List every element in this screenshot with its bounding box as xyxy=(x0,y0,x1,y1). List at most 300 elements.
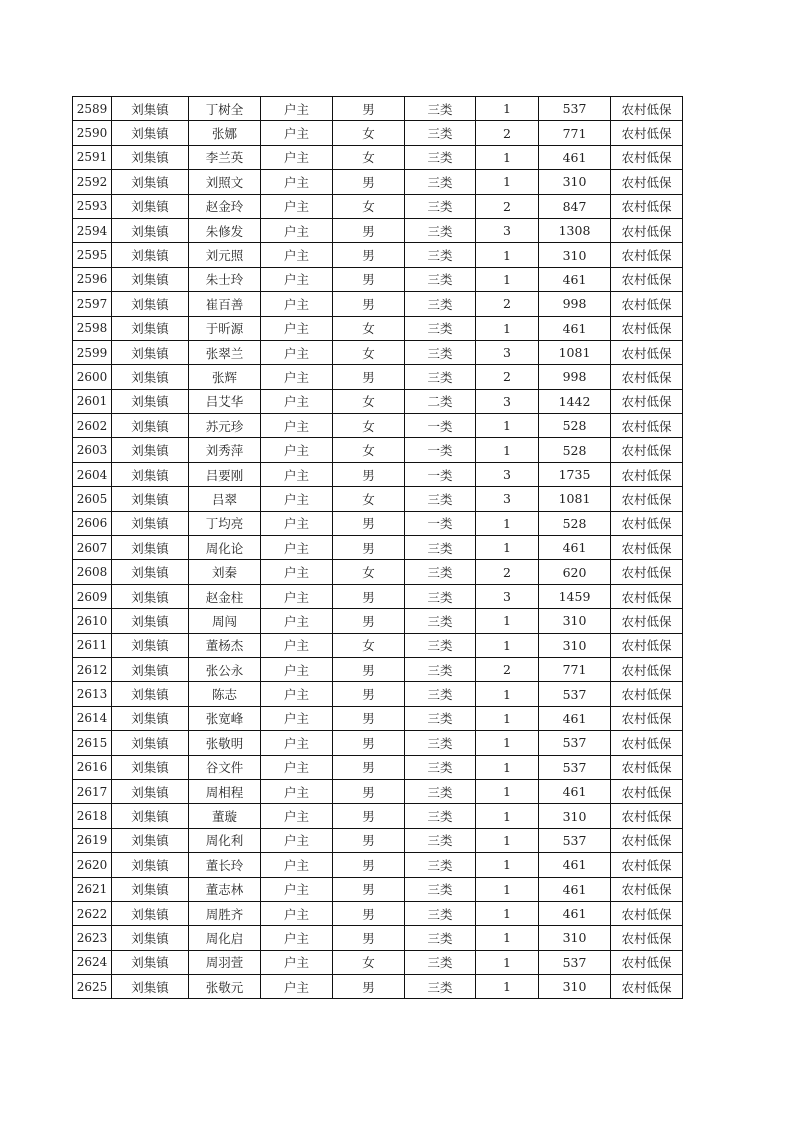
town-cell: 刘集镇 xyxy=(112,389,189,413)
sex-cell: 男 xyxy=(333,609,405,633)
members-cell: 2 xyxy=(476,121,539,145)
assistance-type-cell: 农村低保 xyxy=(611,145,683,169)
name-cell: 周化论 xyxy=(189,536,261,560)
amount-cell: 461 xyxy=(539,706,611,730)
category-cell: 二类 xyxy=(405,389,476,413)
relation-cell: 户主 xyxy=(261,755,333,779)
assistance-type-cell: 农村低保 xyxy=(611,755,683,779)
name-cell: 周相程 xyxy=(189,779,261,803)
assistance-type-cell: 农村低保 xyxy=(611,292,683,316)
assistance-type-cell: 农村低保 xyxy=(611,901,683,925)
town-cell: 刘集镇 xyxy=(112,365,189,389)
table-row xyxy=(73,121,683,145)
serial-number-cell: 2603 xyxy=(73,438,112,462)
serial-number-cell: 2608 xyxy=(73,560,112,584)
category-cell: 三类 xyxy=(405,975,476,999)
category-cell: 三类 xyxy=(405,97,476,121)
relation-cell: 户主 xyxy=(261,121,333,145)
assistance-type-cell: 农村低保 xyxy=(611,97,683,121)
serial-number-cell: 2597 xyxy=(73,292,112,316)
assistance-type-cell: 农村低保 xyxy=(611,438,683,462)
assistance-type-cell: 农村低保 xyxy=(611,340,683,364)
assistance-type-cell: 农村低保 xyxy=(611,926,683,950)
assistance-type-cell: 农村低保 xyxy=(611,511,683,535)
amount-cell: 461 xyxy=(539,145,611,169)
table-row xyxy=(73,316,683,340)
amount-cell: 1081 xyxy=(539,340,611,364)
relation-cell: 户主 xyxy=(261,145,333,169)
amount-cell: 537 xyxy=(539,755,611,779)
table-body xyxy=(73,97,683,999)
amount-cell: 461 xyxy=(539,316,611,340)
members-cell: 1 xyxy=(476,438,539,462)
assistance-type-cell: 农村低保 xyxy=(611,243,683,267)
serial-number-cell: 2622 xyxy=(73,901,112,925)
relation-cell: 户主 xyxy=(261,218,333,242)
town-cell: 刘集镇 xyxy=(112,682,189,706)
serial-number-cell: 2621 xyxy=(73,877,112,901)
name-cell: 张公永 xyxy=(189,657,261,681)
serial-number-cell: 2594 xyxy=(73,218,112,242)
sex-cell: 男 xyxy=(333,828,405,852)
relation-cell: 户主 xyxy=(261,877,333,901)
assistance-type-cell: 农村低保 xyxy=(611,731,683,755)
members-cell: 1 xyxy=(476,682,539,706)
relation-cell: 户主 xyxy=(261,292,333,316)
table-row xyxy=(73,731,683,755)
amount-cell: 310 xyxy=(539,975,611,999)
amount-cell: 310 xyxy=(539,926,611,950)
name-cell: 赵金玲 xyxy=(189,194,261,218)
amount-cell: 537 xyxy=(539,828,611,852)
town-cell: 刘集镇 xyxy=(112,121,189,145)
name-cell: 吕翠 xyxy=(189,487,261,511)
category-cell: 三类 xyxy=(405,706,476,730)
town-cell: 刘集镇 xyxy=(112,414,189,438)
table-row xyxy=(73,414,683,438)
assistance-type-cell: 农村低保 xyxy=(611,389,683,413)
relation-cell: 户主 xyxy=(261,731,333,755)
town-cell: 刘集镇 xyxy=(112,194,189,218)
name-cell: 周化利 xyxy=(189,828,261,852)
table-row xyxy=(73,901,683,925)
assistance-type-cell: 农村低保 xyxy=(611,657,683,681)
category-cell: 三类 xyxy=(405,316,476,340)
table-row xyxy=(73,706,683,730)
amount-cell: 998 xyxy=(539,292,611,316)
name-cell: 谷文件 xyxy=(189,755,261,779)
amount-cell: 537 xyxy=(539,97,611,121)
assistance-type-cell: 农村低保 xyxy=(611,316,683,340)
amount-cell: 1081 xyxy=(539,487,611,511)
table-row xyxy=(73,145,683,169)
sex-cell: 男 xyxy=(333,170,405,194)
name-cell: 刘照文 xyxy=(189,170,261,194)
town-cell: 刘集镇 xyxy=(112,97,189,121)
amount-cell: 1459 xyxy=(539,584,611,608)
relation-cell: 户主 xyxy=(261,706,333,730)
serial-number-cell: 2606 xyxy=(73,511,112,535)
amount-cell: 537 xyxy=(539,950,611,974)
category-cell: 三类 xyxy=(405,804,476,828)
table-row xyxy=(73,340,683,364)
name-cell: 张敬明 xyxy=(189,731,261,755)
town-cell: 刘集镇 xyxy=(112,145,189,169)
relation-cell: 户主 xyxy=(261,365,333,389)
name-cell: 董杨杰 xyxy=(189,633,261,657)
members-cell: 3 xyxy=(476,218,539,242)
sex-cell: 男 xyxy=(333,243,405,267)
serial-number-cell: 2600 xyxy=(73,365,112,389)
sex-cell: 男 xyxy=(333,365,405,389)
assistance-type-cell: 农村低保 xyxy=(611,170,683,194)
relation-cell: 户主 xyxy=(261,243,333,267)
members-cell: 2 xyxy=(476,194,539,218)
members-cell: 1 xyxy=(476,926,539,950)
amount-cell: 771 xyxy=(539,657,611,681)
table-row xyxy=(73,779,683,803)
serial-number-cell: 2590 xyxy=(73,121,112,145)
town-cell: 刘集镇 xyxy=(112,926,189,950)
name-cell: 周羽萱 xyxy=(189,950,261,974)
amount-cell: 310 xyxy=(539,804,611,828)
assistance-type-cell: 农村低保 xyxy=(611,365,683,389)
table-row xyxy=(73,97,683,121)
category-cell: 三类 xyxy=(405,487,476,511)
relation-cell: 户主 xyxy=(261,340,333,364)
sex-cell: 男 xyxy=(333,877,405,901)
assistance-type-cell: 农村低保 xyxy=(611,950,683,974)
sex-cell: 女 xyxy=(333,389,405,413)
table-row xyxy=(73,170,683,194)
category-cell: 三类 xyxy=(405,194,476,218)
name-cell: 张翠兰 xyxy=(189,340,261,364)
table-row xyxy=(73,194,683,218)
name-cell: 赵金柱 xyxy=(189,584,261,608)
sex-cell: 女 xyxy=(333,950,405,974)
name-cell: 吕艾华 xyxy=(189,389,261,413)
members-cell: 3 xyxy=(476,389,539,413)
relation-cell: 户主 xyxy=(261,438,333,462)
assistance-type-cell: 农村低保 xyxy=(611,462,683,486)
serial-number-cell: 2612 xyxy=(73,657,112,681)
relation-cell: 户主 xyxy=(261,682,333,706)
town-cell: 刘集镇 xyxy=(112,633,189,657)
table-row xyxy=(73,365,683,389)
name-cell: 刘秀萍 xyxy=(189,438,261,462)
sex-cell: 男 xyxy=(333,706,405,730)
name-cell: 李兰英 xyxy=(189,145,261,169)
assistance-type-cell: 农村低保 xyxy=(611,218,683,242)
town-cell: 刘集镇 xyxy=(112,731,189,755)
serial-number-cell: 2593 xyxy=(73,194,112,218)
members-cell: 1 xyxy=(476,414,539,438)
amount-cell: 310 xyxy=(539,243,611,267)
serial-number-cell: 2595 xyxy=(73,243,112,267)
sex-cell: 女 xyxy=(333,121,405,145)
table-row xyxy=(73,438,683,462)
amount-cell: 310 xyxy=(539,633,611,657)
category-cell: 三类 xyxy=(405,536,476,560)
category-cell: 一类 xyxy=(405,438,476,462)
relation-cell: 户主 xyxy=(261,487,333,511)
category-cell: 三类 xyxy=(405,853,476,877)
members-cell: 1 xyxy=(476,828,539,852)
sex-cell: 女 xyxy=(333,487,405,511)
serial-number-cell: 2607 xyxy=(73,536,112,560)
members-cell: 1 xyxy=(476,877,539,901)
town-cell: 刘集镇 xyxy=(112,755,189,779)
name-cell: 董志林 xyxy=(189,877,261,901)
amount-cell: 771 xyxy=(539,121,611,145)
members-cell: 3 xyxy=(476,462,539,486)
town-cell: 刘集镇 xyxy=(112,609,189,633)
name-cell: 朱修发 xyxy=(189,218,261,242)
sex-cell: 男 xyxy=(333,853,405,877)
members-cell: 1 xyxy=(476,804,539,828)
assistance-type-cell: 农村低保 xyxy=(611,536,683,560)
relation-cell: 户主 xyxy=(261,901,333,925)
town-cell: 刘集镇 xyxy=(112,511,189,535)
members-cell: 1 xyxy=(476,950,539,974)
sex-cell: 男 xyxy=(333,218,405,242)
table-row xyxy=(73,511,683,535)
sex-cell: 男 xyxy=(333,682,405,706)
relation-cell: 户主 xyxy=(261,536,333,560)
members-cell: 1 xyxy=(476,511,539,535)
town-cell: 刘集镇 xyxy=(112,340,189,364)
sex-cell: 男 xyxy=(333,511,405,535)
table-row xyxy=(73,389,683,413)
table-row xyxy=(73,755,683,779)
sex-cell: 男 xyxy=(333,657,405,681)
category-cell: 三类 xyxy=(405,828,476,852)
sex-cell: 男 xyxy=(333,267,405,291)
sex-cell: 女 xyxy=(333,414,405,438)
serial-number-cell: 2625 xyxy=(73,975,112,999)
sex-cell: 女 xyxy=(333,633,405,657)
serial-number-cell: 2605 xyxy=(73,487,112,511)
amount-cell: 528 xyxy=(539,438,611,462)
sex-cell: 男 xyxy=(333,926,405,950)
name-cell: 周化启 xyxy=(189,926,261,950)
relation-cell: 户主 xyxy=(261,657,333,681)
category-cell: 三类 xyxy=(405,755,476,779)
town-cell: 刘集镇 xyxy=(112,462,189,486)
members-cell: 1 xyxy=(476,170,539,194)
category-cell: 三类 xyxy=(405,243,476,267)
serial-number-cell: 2589 xyxy=(73,97,112,121)
sex-cell: 女 xyxy=(333,560,405,584)
category-cell: 三类 xyxy=(405,145,476,169)
serial-number-cell: 2591 xyxy=(73,145,112,169)
category-cell: 三类 xyxy=(405,657,476,681)
serial-number-cell: 2596 xyxy=(73,267,112,291)
category-cell: 三类 xyxy=(405,901,476,925)
town-cell: 刘集镇 xyxy=(112,560,189,584)
name-cell: 张辉 xyxy=(189,365,261,389)
table-row xyxy=(73,487,683,511)
name-cell: 董璇 xyxy=(189,804,261,828)
members-cell: 1 xyxy=(476,731,539,755)
members-cell: 1 xyxy=(476,267,539,291)
relation-cell: 户主 xyxy=(261,853,333,877)
name-cell: 刘秦 xyxy=(189,560,261,584)
members-cell: 2 xyxy=(476,560,539,584)
town-cell: 刘集镇 xyxy=(112,657,189,681)
table-row xyxy=(73,218,683,242)
sex-cell: 男 xyxy=(333,975,405,999)
town-cell: 刘集镇 xyxy=(112,804,189,828)
assistance-type-cell: 农村低保 xyxy=(611,121,683,145)
category-cell: 三类 xyxy=(405,121,476,145)
amount-cell: 310 xyxy=(539,609,611,633)
sex-cell: 男 xyxy=(333,97,405,121)
sex-cell: 女 xyxy=(333,145,405,169)
relation-cell: 户主 xyxy=(261,267,333,291)
table-row xyxy=(73,243,683,267)
members-cell: 1 xyxy=(476,853,539,877)
roster-table xyxy=(72,96,683,999)
sex-cell: 男 xyxy=(333,755,405,779)
table-row xyxy=(73,804,683,828)
members-cell: 1 xyxy=(476,901,539,925)
table-row xyxy=(73,560,683,584)
members-cell: 1 xyxy=(476,243,539,267)
table-row xyxy=(73,536,683,560)
serial-number-cell: 2598 xyxy=(73,316,112,340)
category-cell: 三类 xyxy=(405,267,476,291)
assistance-type-cell: 农村低保 xyxy=(611,633,683,657)
serial-number-cell: 2613 xyxy=(73,682,112,706)
assistance-type-cell: 农村低保 xyxy=(611,560,683,584)
table-row xyxy=(73,975,683,999)
category-cell: 三类 xyxy=(405,609,476,633)
members-cell: 1 xyxy=(476,755,539,779)
name-cell: 于昕源 xyxy=(189,316,261,340)
serial-number-cell: 2592 xyxy=(73,170,112,194)
category-cell: 三类 xyxy=(405,292,476,316)
category-cell: 三类 xyxy=(405,170,476,194)
members-cell: 1 xyxy=(476,316,539,340)
amount-cell: 461 xyxy=(539,901,611,925)
members-cell: 3 xyxy=(476,340,539,364)
name-cell: 周胜齐 xyxy=(189,901,261,925)
table-row xyxy=(73,292,683,316)
relation-cell: 户主 xyxy=(261,414,333,438)
members-cell: 1 xyxy=(476,633,539,657)
serial-number-cell: 2610 xyxy=(73,609,112,633)
relation-cell: 户主 xyxy=(261,828,333,852)
category-cell: 三类 xyxy=(405,633,476,657)
relation-cell: 户主 xyxy=(261,170,333,194)
category-cell: 三类 xyxy=(405,584,476,608)
sex-cell: 男 xyxy=(333,584,405,608)
town-cell: 刘集镇 xyxy=(112,975,189,999)
town-cell: 刘集镇 xyxy=(112,901,189,925)
serial-number-cell: 2623 xyxy=(73,926,112,950)
category-cell: 三类 xyxy=(405,560,476,584)
table-row xyxy=(73,853,683,877)
amount-cell: 461 xyxy=(539,853,611,877)
town-cell: 刘集镇 xyxy=(112,536,189,560)
members-cell: 1 xyxy=(476,706,539,730)
amount-cell: 310 xyxy=(539,170,611,194)
name-cell: 董长玲 xyxy=(189,853,261,877)
sex-cell: 男 xyxy=(333,292,405,316)
category-cell: 三类 xyxy=(405,779,476,803)
town-cell: 刘集镇 xyxy=(112,292,189,316)
table-row xyxy=(73,877,683,901)
name-cell: 丁均亮 xyxy=(189,511,261,535)
amount-cell: 461 xyxy=(539,779,611,803)
category-cell: 三类 xyxy=(405,950,476,974)
town-cell: 刘集镇 xyxy=(112,950,189,974)
sex-cell: 男 xyxy=(333,804,405,828)
sex-cell: 男 xyxy=(333,779,405,803)
relation-cell: 户主 xyxy=(261,779,333,803)
amount-cell: 1308 xyxy=(539,218,611,242)
town-cell: 刘集镇 xyxy=(112,779,189,803)
assistance-type-cell: 农村低保 xyxy=(611,682,683,706)
relation-cell: 户主 xyxy=(261,316,333,340)
amount-cell: 528 xyxy=(539,511,611,535)
category-cell: 三类 xyxy=(405,877,476,901)
town-cell: 刘集镇 xyxy=(112,243,189,267)
relation-cell: 户主 xyxy=(261,950,333,974)
amount-cell: 461 xyxy=(539,536,611,560)
relation-cell: 户主 xyxy=(261,609,333,633)
sex-cell: 男 xyxy=(333,901,405,925)
table-row xyxy=(73,462,683,486)
assistance-type-cell: 农村低保 xyxy=(611,828,683,852)
town-cell: 刘集镇 xyxy=(112,438,189,462)
assistance-type-cell: 农村低保 xyxy=(611,975,683,999)
category-cell: 一类 xyxy=(405,462,476,486)
town-cell: 刘集镇 xyxy=(112,877,189,901)
sex-cell: 女 xyxy=(333,340,405,364)
serial-number-cell: 2601 xyxy=(73,389,112,413)
sex-cell: 女 xyxy=(333,438,405,462)
name-cell: 吕要刚 xyxy=(189,462,261,486)
members-cell: 1 xyxy=(476,145,539,169)
category-cell: 三类 xyxy=(405,926,476,950)
serial-number-cell: 2615 xyxy=(73,731,112,755)
category-cell: 三类 xyxy=(405,218,476,242)
town-cell: 刘集镇 xyxy=(112,853,189,877)
town-cell: 刘集镇 xyxy=(112,706,189,730)
members-cell: 1 xyxy=(476,97,539,121)
sex-cell: 男 xyxy=(333,536,405,560)
town-cell: 刘集镇 xyxy=(112,170,189,194)
serial-number-cell: 2602 xyxy=(73,414,112,438)
amount-cell: 620 xyxy=(539,560,611,584)
assistance-type-cell: 农村低保 xyxy=(611,584,683,608)
assistance-type-cell: 农村低保 xyxy=(611,804,683,828)
amount-cell: 528 xyxy=(539,414,611,438)
amount-cell: 537 xyxy=(539,682,611,706)
assistance-type-cell: 农村低保 xyxy=(611,414,683,438)
relation-cell: 户主 xyxy=(261,975,333,999)
amount-cell: 847 xyxy=(539,194,611,218)
table-row xyxy=(73,926,683,950)
relation-cell: 户主 xyxy=(261,804,333,828)
name-cell: 朱士玲 xyxy=(189,267,261,291)
town-cell: 刘集镇 xyxy=(112,828,189,852)
serial-number-cell: 2609 xyxy=(73,584,112,608)
relation-cell: 户主 xyxy=(261,633,333,657)
town-cell: 刘集镇 xyxy=(112,218,189,242)
